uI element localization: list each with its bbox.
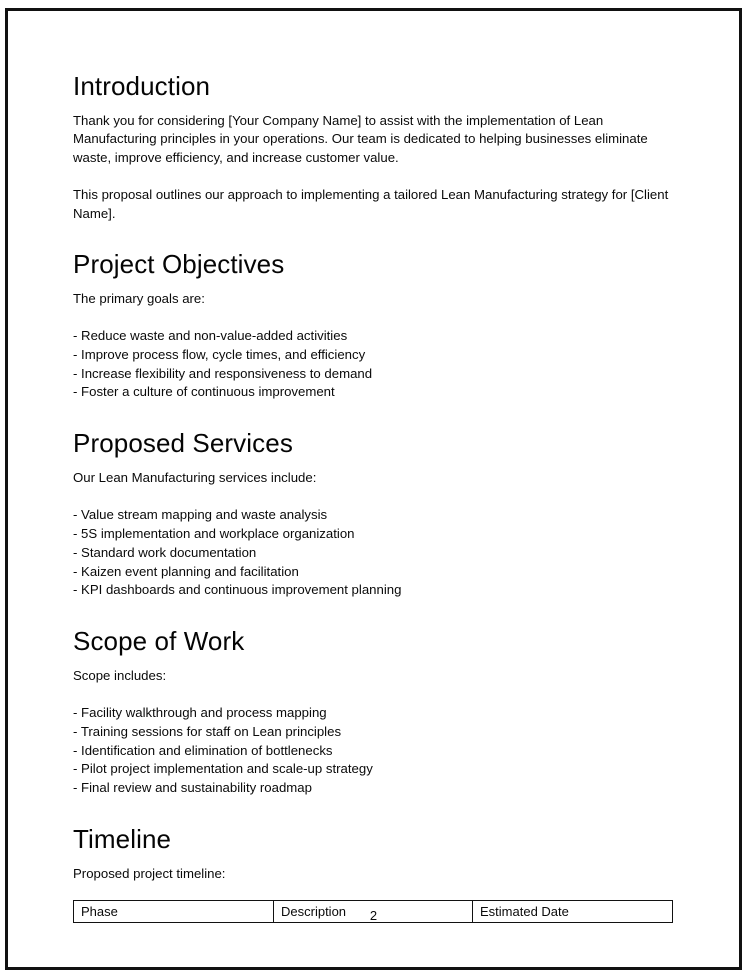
heading-project-objectives: Project Objectives — [73, 249, 285, 280]
list-item: - Identification and elimination of bottlenecks — [73, 742, 333, 758]
list-item: - Improve process flow, cycle times, and efficiency — [73, 346, 366, 362]
list-item: - Standard work documentation — [73, 544, 257, 560]
project-objectives-list — [73, 327, 681, 402]
introduction-paragraph-1: Thank you for considering [Your Company Name] to assist with the implementation of Lean Manufacturing principles in your operations. Our team is dedicated to helping businesses eliminate waste, improve efficiency, and increase customer value. — [73, 112, 648, 165]
column-header-description: Description — [274, 901, 473, 923]
section-introduction — [73, 71, 681, 223]
proposed-services-list — [73, 506, 681, 600]
timeline-lead-in: Proposed project timeline: — [73, 865, 226, 881]
page-number: 2 — [369, 908, 378, 923]
column-header-estimated-date: Estimated Date — [473, 901, 673, 923]
list-item: - Final review and sustainability roadmap — [73, 780, 312, 796]
list-item: - Training sessions for staff on Lean principles — [73, 723, 342, 739]
heading-timeline: Timeline — [73, 823, 172, 854]
list-item: - 5S implementation and workplace organization — [73, 525, 355, 541]
project-objectives-lead-in: The primary goals are: — [73, 290, 205, 306]
heading-scope-of-work: Scope of Work — [73, 626, 245, 657]
section-project-objectives — [73, 249, 681, 402]
list-item: - Facility walkthrough and process mapping — [73, 704, 327, 720]
section-proposed-services — [73, 428, 681, 600]
proposed-services-lead-in: Our Lean Manufacturing services include: — [73, 469, 317, 485]
list-item: - Reduce waste and non-value-added activities — [73, 328, 348, 344]
list-item: - Increase flexibility and responsiveness to demand — [73, 365, 373, 381]
list-item: - KPI dashboards and continuous improvement planning — [73, 582, 402, 598]
scope-of-work-lead-in: Scope includes: — [73, 667, 167, 683]
heading-proposed-services: Proposed Services — [73, 428, 293, 459]
list-item: - Foster a culture of continuous improvement — [73, 384, 335, 400]
list-item: - Pilot project implementation and scale-up strategy — [73, 761, 373, 777]
heading-introduction: Introduction — [73, 71, 211, 101]
document-page — [5, 8, 742, 970]
column-header-phase: Phase — [74, 901, 274, 923]
list-item: - Value stream mapping and waste analysis — [73, 507, 328, 523]
scope-of-work-list — [73, 704, 681, 798]
introduction-paragraph-2: This proposal outlines our approach to implementing a tailored Lean Manufacturing strategy for [Client Name]. — [73, 187, 669, 221]
section-scope-of-work — [73, 626, 681, 798]
list-item: - Kaizen event planning and facilitation — [73, 563, 299, 579]
page-content — [8, 11, 739, 967]
